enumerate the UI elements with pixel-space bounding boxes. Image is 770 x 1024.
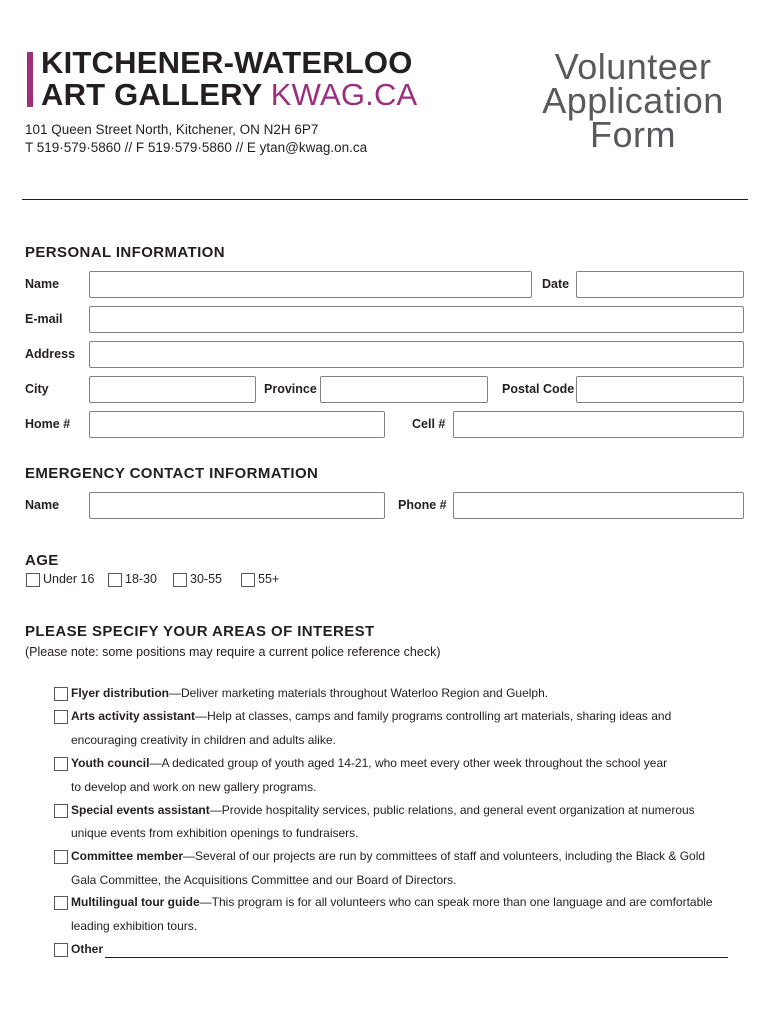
interest-other-checkbox[interactable] — [54, 943, 68, 957]
form-title — [518, 46, 748, 155]
cell-phone-field[interactable] — [453, 411, 744, 438]
interest-desc: —Help at classes, camps and family programs controlling art materials, sharing ideas and — [195, 709, 672, 723]
emergency-heading: EMERGENCY CONTACT INFORMATION — [25, 465, 319, 482]
age-55-plus-label: 55+ — [258, 572, 280, 586]
form-title-line-3: Form — [590, 114, 676, 155]
province-field[interactable] — [320, 376, 488, 403]
interest-arts-checkbox[interactable] — [54, 710, 68, 724]
interest-desc: —A dedicated group of youth aged 14-21, who meet every other week throughout the school year — [149, 756, 668, 770]
interest-title: Other — [71, 942, 104, 956]
postal-code-field[interactable] — [576, 376, 744, 403]
logo-main: ART GALLERY — [41, 77, 262, 112]
date-label: Date — [542, 277, 570, 291]
emergency-name-label: Name — [25, 498, 60, 512]
interest-flyer-text — [71, 686, 548, 700]
name-label: Name — [25, 277, 60, 291]
age-under-16-label: Under 16 — [43, 572, 95, 586]
email-field[interactable] — [89, 306, 744, 333]
interest-desc: —Deliver marketing materials throughout Waterloo Region and Guelph. — [169, 686, 549, 700]
interest-desc: —This program is for all volunteers who can speak more than one language and are comfortable — [199, 895, 713, 909]
form-title-line-2: Application — [542, 80, 724, 121]
interest-other-line[interactable] — [105, 957, 728, 958]
emergency-phone-label: Phone # — [398, 498, 447, 512]
logo-bar — [27, 52, 33, 107]
personal-heading: PERSONAL INFORMATION — [25, 244, 225, 261]
interest-title: Youth council — [71, 756, 150, 770]
interest-committee-cont: Gala Committee, the Acquisitions Committee and our Board of Directors. — [71, 873, 457, 887]
form-title-line-1: Volunteer — [554, 46, 712, 87]
header-divider — [22, 199, 748, 200]
logo-line-2 — [41, 78, 417, 112]
age-18-30-checkbox[interactable] — [108, 573, 122, 587]
interest-multilingual-checkbox[interactable] — [54, 896, 68, 910]
logo-accent: KWAG.CA — [270, 77, 418, 112]
interest-events-cont: unique events from exhibition openings to fundraisers. — [71, 826, 359, 840]
postal-code-label: Postal Code — [502, 382, 575, 396]
interest-title: Multilingual tour guide — [71, 895, 200, 909]
city-field[interactable] — [89, 376, 256, 403]
age-55-plus-checkbox[interactable] — [241, 573, 255, 587]
interest-desc: —Several of our projects are run by committees of staff and volunteers, including the Black & Gold — [183, 849, 706, 863]
logo-line-1: KITCHENER-WATERLOO — [41, 45, 413, 80]
age-18-30-label: 18-30 — [125, 572, 157, 586]
interests-heading: PLEASE SPECIFY YOUR AREAS OF INTEREST — [25, 623, 375, 640]
gallery-address: 101 Queen Street North, Kitchener, ON N2H 6P7 — [25, 122, 319, 137]
age-30-55-label: 30-55 — [190, 572, 222, 586]
interest-events-checkbox[interactable] — [54, 804, 68, 818]
age-heading: AGE — [25, 552, 59, 569]
interest-events-text — [71, 803, 695, 817]
interest-arts-cont: encouraging creativity in children and adults alike. — [71, 733, 336, 747]
interest-youth-cont: to develop and work on new gallery programs. — [71, 780, 317, 794]
interest-committee-text — [71, 849, 705, 863]
interest-multilingual-cont: leading exhibition tours. — [71, 919, 198, 933]
age-under-16-checkbox[interactable] — [26, 573, 40, 587]
interest-title: Flyer distribution — [71, 686, 170, 700]
interest-arts-text — [71, 709, 671, 723]
emergency-name-field[interactable] — [89, 492, 385, 519]
address-field[interactable] — [89, 341, 744, 368]
email-label: E-mail — [25, 312, 63, 326]
home-phone-label: Home # — [25, 417, 71, 431]
province-label: Province — [264, 382, 317, 396]
interest-multilingual-text — [71, 895, 713, 909]
date-field[interactable] — [576, 271, 744, 298]
interest-committee-checkbox[interactable] — [54, 850, 68, 864]
interest-youth-text — [71, 756, 667, 770]
interest-desc: —Provide hospitality services, public relations, and general event organization at numerous — [209, 803, 695, 817]
city-label: City — [25, 382, 49, 396]
emergency-phone-field[interactable] — [453, 492, 744, 519]
home-phone-field[interactable] — [89, 411, 385, 438]
interest-flyer-checkbox[interactable] — [54, 687, 68, 701]
cell-phone-label: Cell # — [412, 417, 446, 431]
interests-note: (Please note: some positions may require a current police reference check) — [25, 645, 441, 659]
name-field[interactable] — [89, 271, 532, 298]
address-label: Address — [25, 347, 76, 361]
interest-title: Special events assistant — [71, 803, 210, 817]
age-30-55-checkbox[interactable] — [173, 573, 187, 587]
interest-other-text — [71, 942, 103, 956]
interest-title: Committee member — [71, 849, 184, 863]
gallery-contact: T 519·579·5860 // F 519·579·5860 // E ytan@kwag.on.ca — [25, 140, 368, 155]
interest-youth-checkbox[interactable] — [54, 757, 68, 771]
interest-title: Arts activity assistant — [71, 709, 196, 723]
